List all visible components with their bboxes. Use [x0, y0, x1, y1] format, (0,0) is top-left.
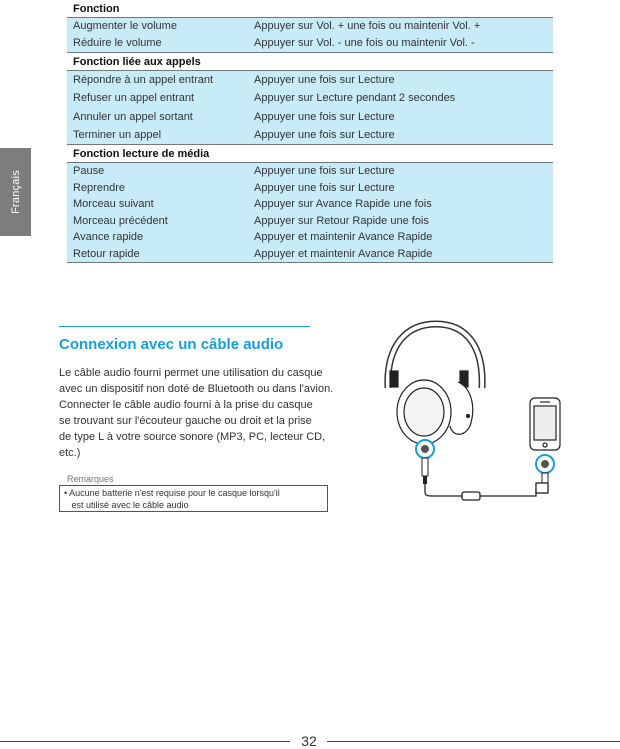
phone-icon — [530, 398, 560, 450]
headphone-jack-icon — [416, 440, 434, 484]
function-table — [67, 0, 553, 263]
function-cell: Reprendre — [67, 180, 248, 196]
table-row — [67, 71, 553, 89]
action-cell: Appuyer sur Lecture pendant 2 secondes — [248, 89, 553, 108]
section-header-volume: Fonction — [67, 0, 553, 18]
function-cell: Augmenter le volume — [67, 18, 248, 35]
action-cell: Appuyer et maintenir Avance Rapide — [248, 246, 553, 263]
page-number: 32 — [301, 733, 317, 749]
function-cell: Retour rapide — [67, 246, 248, 263]
body-line: de type L à votre source sonore (MP3, PC, lecteur CD, — [59, 431, 326, 443]
table-row — [67, 246, 553, 263]
table-row — [67, 18, 553, 35]
action-cell: Appuyer sur Retour Rapide une fois — [248, 213, 553, 229]
action-cell: Appuyer une fois sur Lecture — [248, 163, 553, 180]
table-row — [67, 127, 553, 145]
language-tab — [0, 148, 31, 236]
language-tab-label: Français — [9, 170, 22, 214]
function-cell: Terminer un appel — [67, 127, 248, 145]
action-cell: Appuyer sur Vol. - une fois ou maintenir Vol. - — [248, 35, 553, 53]
action-cell: Appuyer une fois sur Lecture — [248, 127, 553, 145]
action-cell: Appuyer une fois sur Lecture — [248, 71, 553, 89]
headphones-icon — [388, 324, 482, 444]
section-title: Connexion avec un câble audio — [59, 336, 284, 353]
body-line: avec un dispositif non doté de Bluetooth ou dans l'avion. — [59, 383, 334, 395]
action-cell: Appuyer et maintenir Avance Rapide — [248, 229, 553, 246]
table-row — [67, 108, 553, 127]
function-cell: Répondre à un appel entrant — [67, 71, 248, 89]
remarks-box — [59, 485, 328, 512]
section-body — [59, 365, 369, 461]
table-row — [67, 89, 553, 108]
table-row — [67, 196, 553, 213]
body-line: etc.) — [59, 447, 81, 459]
footer-rule-right — [327, 741, 620, 742]
headphone-cable-illustration — [376, 316, 586, 516]
function-cell: Morceau suivant — [67, 196, 248, 213]
audio-cable-icon — [425, 483, 548, 500]
body-line: Le câble audio fourni permet une utilisation du casque — [59, 367, 323, 379]
table-row — [67, 213, 553, 229]
table-section-header — [67, 0, 553, 18]
phone-jack-icon — [536, 455, 554, 483]
body-line: se trouvant sur l'écouteur gauche ou droit et la prise — [59, 415, 312, 427]
action-cell: Appuyer sur Vol. + une fois ou maintenir Vol. + — [248, 18, 553, 35]
action-cell: Appuyer sur Avance Rapide une fois — [248, 196, 553, 213]
body-line: Connecter le câble audio fourni à la prise du casque — [59, 399, 313, 411]
function-cell: Annuler un appel sortant — [67, 108, 248, 127]
table-row — [67, 35, 553, 53]
section-rule — [59, 326, 310, 327]
action-cell: Appuyer une fois sur Lecture — [248, 108, 553, 127]
remark-line: est utilisé avec le câble audio — [64, 500, 189, 510]
function-cell: Pause — [67, 163, 248, 180]
function-cell: Avance rapide — [67, 229, 248, 246]
function-cell: Réduire le volume — [67, 35, 248, 53]
function-cell: Refuser un appel entrant — [67, 89, 248, 108]
section-header-media: Fonction lecture de média — [67, 145, 553, 163]
section-header-calls: Fonction liée aux appels — [67, 53, 553, 71]
table-section-header — [67, 53, 553, 71]
remarks-label: Remarques — [67, 474, 114, 484]
table-row — [67, 229, 553, 246]
table-row — [67, 163, 553, 180]
remark-line: • Aucune batterie n'est requise pour le casque lorsqu'il — [64, 488, 280, 498]
action-cell: Appuyer une fois sur Lecture — [248, 180, 553, 196]
footer-rule-left — [0, 741, 290, 742]
table-section-header — [67, 145, 553, 163]
function-cell: Morceau précédent — [67, 213, 248, 229]
table-row — [67, 180, 553, 196]
